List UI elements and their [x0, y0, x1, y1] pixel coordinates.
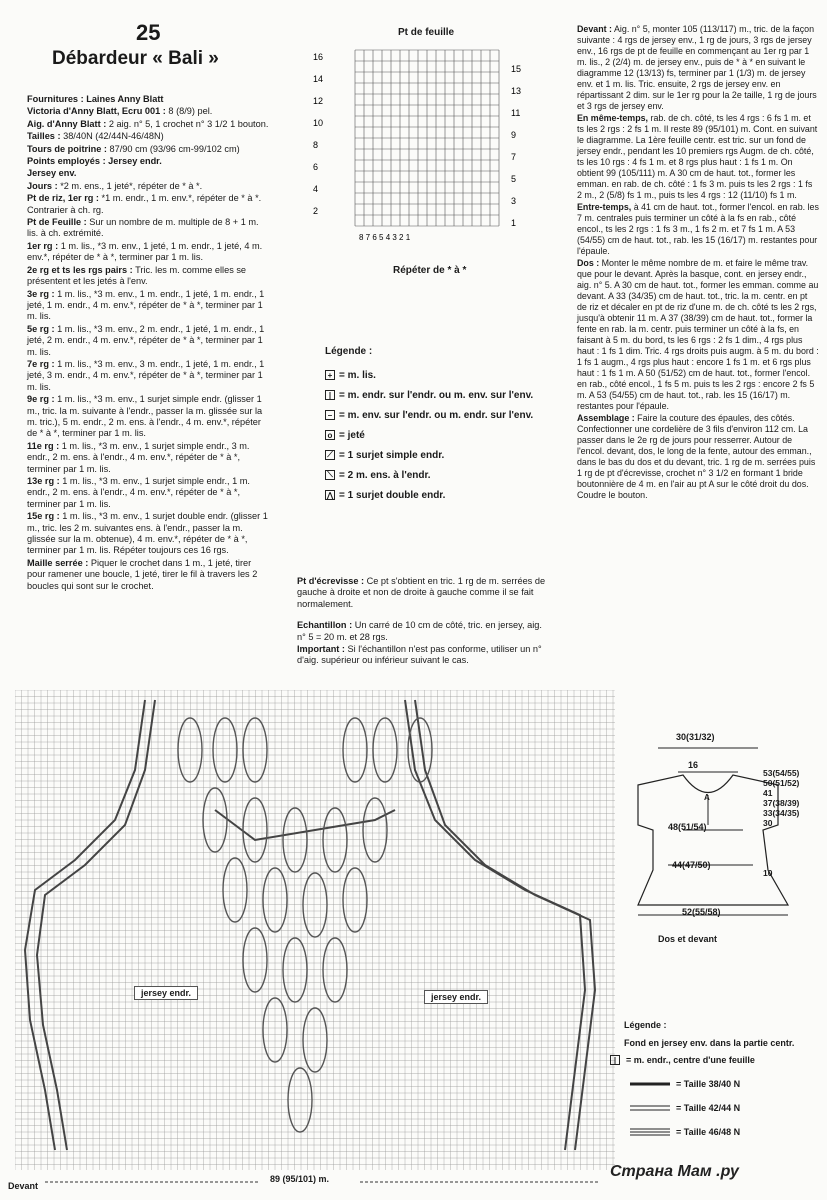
size2-line-icon: [630, 1104, 670, 1112]
chart-row-number: 14: [313, 74, 324, 84]
chart-legend-item1: = m. endr., centre d'une feuille: [626, 1055, 755, 1065]
instruction-paragraph: [27, 181, 272, 192]
leaf-motif: [303, 873, 327, 937]
pattern-title: Débardeur « Bali »: [52, 48, 219, 69]
legend-text: = 2 m. ens. à l'endr.: [339, 469, 431, 481]
instruction-label: En même-temps,: [577, 113, 649, 123]
instruction-paragraph: [27, 94, 272, 105]
legend-row: [325, 365, 533, 385]
instruction-paragraph: [27, 511, 272, 557]
instruction-paragraph: [27, 144, 272, 155]
instruction-text: 1 m. lis., *3 m. env., 1 surjet simple endr. (glisser 1 m., tric. la m. suivante à l'endr., passer la m. glissée sur la m. tric.), 5 m. endr., 2 m. ens. à l'endr., 4 m. env.*, répéter de * à *, terminer par 1 m. lis.: [27, 394, 263, 439]
size2-label: = Taille 42/44 N: [676, 1103, 741, 1113]
legend-symbol-icon: o: [325, 430, 335, 440]
legend-row: [325, 485, 533, 505]
front-chart-grid: [15, 690, 615, 1170]
instruction-text: 87/90 cm (93/96 cm-99/102 cm): [106, 143, 240, 154]
important-label: Important :: [297, 644, 345, 655]
instruction-text: *1 m. endr., 1 m. env.*, répéter de * à *. Contrarier à ch. rg.: [27, 193, 262, 215]
legend-row: [325, 445, 533, 465]
leaf-motif: [223, 858, 247, 922]
instruction-label: 2e rg et ts les rgs pairs :: [27, 264, 133, 275]
echantillon-text: Un carré de 10 cm de côté, tric. en jersey, aig. n° 5 = 20 m. et 28 rgs.: [297, 620, 542, 642]
legend-symbol-icon: +: [325, 370, 335, 380]
legend-symbol-icon: ⟋: [325, 450, 335, 460]
instruction-label: 11e rg :: [27, 440, 60, 451]
instruction-text: 8 (8/9) pel.: [165, 106, 213, 117]
chart-width-label: 89 (95/101) m.: [270, 1174, 330, 1184]
legend-text: = 1 surjet double endr.: [339, 489, 446, 501]
size-outline-line: [25, 700, 145, 1150]
leaf-motif: [303, 1008, 327, 1072]
instruction-paragraph: [27, 119, 272, 130]
chart-legend-fond: Fond en jersey env. dans la partie centr.: [624, 1038, 795, 1048]
instruction-paragraph: [27, 289, 272, 323]
chart-row-number: 12: [313, 96, 324, 106]
sch-height-label: 33(34/35): [763, 808, 800, 818]
size1-label: = Taille 38/40 N: [676, 1079, 741, 1089]
instruction-paragraph: [577, 413, 819, 501]
instruction-paragraph: [577, 24, 819, 112]
sch-point-a: A: [704, 793, 710, 802]
instruction-label: Jours :: [27, 180, 58, 191]
instruction-paragraph: [27, 193, 272, 216]
chart-stitch-numbers: 8 7 6 5 4 3 2 1: [359, 233, 411, 242]
crevisse-label: Pt d'écrevisse :: [297, 576, 365, 586]
legend-text: = m. env. sur l'endr. ou m. endr. sur l'env.: [339, 409, 534, 421]
instruction-paragraph: [27, 265, 272, 288]
sch-bottom: 52(55/58): [682, 907, 721, 917]
pattern-number: 25: [136, 20, 161, 45]
chart-row-number: 8: [313, 140, 319, 150]
instruction-text: 1 m. lis., *3 m. env., 2 m. endr., 1 jeté, 1 m. endr., 1 jeté, 2 m. endr., 4 m. env.*, répéter de * à *, terminer par 1 m. lis.: [27, 323, 265, 357]
sch-height-label: 30: [763, 818, 773, 828]
sch-neck-width: 16: [688, 760, 699, 770]
knit-center-symbol: |: [610, 1055, 620, 1065]
legend-text: = jeté: [339, 429, 365, 441]
sch-height-label: 41: [763, 788, 773, 798]
instruction-label: Aig. d'Anny Blatt :: [27, 118, 107, 129]
sch-heights: [763, 768, 799, 878]
size-outline-line: [37, 700, 155, 1150]
sch-waist: 44(47/50): [672, 860, 711, 870]
instruction-paragraph: [27, 441, 272, 475]
leaf-stitch-chart: [305, 40, 535, 270]
jersey-label-left: jersey endr.: [134, 986, 198, 1000]
instruction-label: Maille serrée :: [27, 557, 89, 568]
instruction-label: Points employés : Jersey endr.: [27, 156, 162, 167]
sch-height-label: 37(38/39): [763, 798, 800, 808]
left-column: [27, 94, 272, 593]
instruction-text: 1 m. lis., *3 m. env., 3 m. endr., 1 jeté, 1 m. endr., 1 jeté, 3 m. endr., 4 m. env.*, répéter de * à *, terminer par 1 m. lis.: [27, 358, 265, 392]
chart-row-number: 15: [511, 64, 522, 74]
legend-title: Légende :: [325, 346, 373, 357]
leaf-chart-title: Pt de feuille: [398, 27, 455, 38]
instruction-text: rab. de ch. côté, ts les 4 rgs : 6 fs 1 m. et ts les 2 rgs : 2 fs 1 m. Il reste 89 (95/101) m. Cont. en suivant le diagramme. La 1ère feuille centr. est tric. sur un fond de jersey endr., pendant les 10 premiers rgs Augm. de ch. côté, ts les 10 rgs : 4 fs 1 m. et 8 rgs plus haut : 1 fs 1 m. On obtient 99 (105/111) m. A 30 cm de haut. tot., former les emman. en rab. de ch. côté : 1 fs 3 m. puis ts les 2 rgs : 1 fs 2 m., 2 (5/8) fs 1 m., puis ts les 4 rgs : 12 (11/10) fs 1 m.: [577, 113, 818, 200]
instruction-label: Assemblage :: [577, 413, 635, 423]
chart-row-number: 16: [313, 52, 324, 62]
echantillon-label: Echantillon :: [297, 620, 353, 631]
instruction-label: Fournitures : Laines Anny Blatt: [27, 94, 164, 104]
leaf-motif: [283, 938, 307, 1002]
size3-label: = Taille 46/48 N: [676, 1127, 741, 1137]
legend-symbol-icon: –: [325, 410, 335, 420]
instruction-label: Victoria d'Anny Blatt, Ecru 001 :: [27, 106, 166, 117]
instruction-label: 1er rg :: [27, 240, 59, 251]
instruction-text: 1 m. lis., *3 m. env., 1 surjet double endr. (glisser 1 m., tric. les 2 m. suivantes ens. à l'endr., passer la m. glissée sur la m. obtenue), 4 m. env.*, répéter de * à *, terminer par 1 m. lis. Répéter toujours ces 16 rgs.: [27, 511, 268, 556]
chart-devant-label: Devant: [8, 1181, 39, 1191]
instruction-label: Dos :: [577, 258, 600, 268]
instruction-text: Sur un nombre de m. multiple de 8 + 1 m. lis. à ch. extrémité.: [27, 217, 259, 239]
instruction-paragraph: [27, 156, 272, 167]
repeat-caption: Répéter de * à *: [393, 265, 467, 276]
chart-row-number: 2: [313, 206, 319, 216]
sch-caption: Dos et devant: [658, 934, 718, 944]
instruction-text: 1 m. lis., *3 m. env., 1 jeté, 1 m. endr., 1 jeté, 4 m. env.*, répéter de * à *, terminer par 1 m. lis.: [27, 240, 263, 263]
instruction-label: Tours de poitrine :: [27, 143, 107, 154]
instruction-paragraph: [27, 106, 272, 117]
crevisse-text: Ce pt s'obtient en tric. 1 rg de m. serrées de gauche à droite et non de droite à gauche comme il se fait normalement.: [297, 576, 546, 609]
instruction-label: Jersey env.: [27, 168, 77, 179]
legend-text: = m. lis.: [339, 369, 376, 381]
chart-legend: [610, 1020, 794, 1144]
chart-row-number: 6: [313, 162, 319, 172]
instruction-paragraph: [27, 558, 272, 592]
sch-height-label: 53(54/55): [763, 768, 800, 778]
size-outline-line: [405, 700, 585, 1150]
leaf-motif: [178, 718, 202, 782]
instruction-label: 3e rg :: [27, 288, 55, 299]
leaf-motif: [283, 808, 307, 872]
legend-row: [325, 405, 533, 425]
instruction-paragraph: [27, 359, 272, 393]
instruction-label: Tailles :: [27, 131, 61, 142]
chart-row-number: 3: [511, 196, 517, 206]
instruction-label: Pt de riz, 1er rg :: [27, 193, 99, 204]
chart-row-number: 9: [511, 130, 517, 140]
instruction-text: 1 m. lis., *3 m. env., 1 m. endr., 1 jeté, 1 m. endr., 1 jeté, 1 m. endr., 4 m. env.*, répéter de * à *, terminer par 1 m. lis.: [27, 288, 265, 322]
sch-height-label: 10: [763, 868, 773, 878]
size-outline-line: [415, 700, 595, 1150]
instruction-text: Piquer le crochet dans 1 m., 1 jeté, tirer pour ramener une boucle, 1 jeté, tirer le fil à travers les 2 boucles qui sont sur le crochet.: [27, 557, 258, 591]
instruction-paragraph: [27, 324, 272, 358]
symbol-legend: [325, 346, 533, 505]
instruction-paragraph: [27, 394, 272, 440]
instruction-text: Faire la couture des épaules, des côtés. Confectionner une cordelière de 3 fils d'environ 112 cm. La passer dans le 2e rg de jours pour resserrer. Autour de l'encol. devant, dos, le long de la fente, autour des emman., dans le bas du dos et du devant, tric. 1 rg de m. serrées puis 1 rg de pt d'écrevisse, crochet n° 3 1/2 en formant 1 bride boutonnière de 4 m. en l'air au pt A sur le côté droit du dos. Coudre le bouton.: [577, 413, 816, 500]
jersey-label-right: jersey endr.: [424, 990, 488, 1004]
legend-symbol-icon: ⟍: [325, 470, 335, 480]
legend-text: = m. endr. sur l'endr. ou m. env. sur l'env.: [339, 389, 534, 401]
size1-line-icon: [630, 1080, 670, 1088]
chart-row-number: 13: [511, 86, 522, 96]
chart-legend-title: Légende :: [624, 1020, 667, 1030]
sch-top-width: 30(31/32): [676, 732, 715, 742]
instruction-label: 9e rg :: [27, 394, 55, 405]
legend-symbol-icon: ⋀: [326, 490, 334, 500]
middle-notes: [297, 576, 547, 668]
instruction-label: Entre-temps,: [577, 202, 632, 212]
instruction-text: Tric. les m. comme elles se présentent et les jetés à l'env.: [27, 264, 247, 287]
instruction-paragraph: [27, 168, 272, 179]
important-text: Si l'échantillon n'est pas conforme, utiliser un n° d'aig. supérieur ou inférieur suivant le cas.: [297, 644, 542, 666]
instruction-paragraph: [577, 113, 819, 201]
leaf-motif: [288, 1068, 312, 1132]
width-arrow: [45, 1177, 605, 1187]
watermark-logo: Страна Мам .ру: [610, 1163, 739, 1180]
legend-text: = 1 surjet simple endr.: [339, 449, 445, 461]
sch-chest: 48(51/54): [668, 822, 707, 832]
leaf-motif: [323, 938, 347, 1002]
instruction-text: Monter le même nombre de m. et faire le même trav. que pour le devant. Après la basque, cont. en jersey endr., aig. n° 5. A 30 cm de haut. tot., former les emman. comme au devant. A 33 (34/35) cm de haut. tot., tric. la m. centr. en pt de riz et décaler en pt de riz d'une m. de ch. côté ts les 2 rgs, jusqu'à obtenir 11 m. A 37 (38/39) cm de haut. tot., former la fente en rab. la m. centr. puis terminer un côté à la fs, en faisant à 5 m. du bord, ts les 6 rgs : 2 fs 1 dim., 4 rgs plus haut : 1 fs 1 dim. Tric. 4 rgs droits puis augm. à 5 m. du bord : 1 fs 1 augm., 4 rgs plus haut : encore 1 fs 1 m. et 6 rgs plus haut : 1 fs 1 m. A 50 (51/52) cm de haut. tot., former l'encol. en rab., côté encol., 1 fs 5 m. puis ts les 2 rgs : encore 2 fs 5 m. A 53 (54/55) cm de haut. tot., rab. les 15 (16/17) m. restantes pour l'épaule.: [577, 258, 819, 411]
leaf-motif: [373, 718, 397, 782]
chart-row-number: 10: [313, 118, 324, 128]
instruction-text: à 41 cm de haut. tot., former l'encol. en rab. les 7 m. centrales puis terminer un côté à la fs en rab., côté encol., ts les 2 rgs : 1 fs 3 m., 1 fs 2 m. et 7 fs 1 m. A 53 (54/55) cm de haut. tot., rab. les 15 (16/17) m. restantes pour l'épaule.: [577, 202, 819, 256]
instruction-paragraph: [27, 131, 272, 142]
instruction-label: 13e rg :: [27, 476, 60, 486]
chart-row-number: 4: [313, 184, 319, 194]
instruction-label: 5e rg :: [27, 323, 55, 334]
instruction-paragraph: [27, 476, 272, 510]
chart-row-number: 5: [511, 174, 517, 184]
leaf-motif: [243, 718, 267, 782]
legend-row: [325, 425, 533, 445]
chart-row-number: 7: [511, 152, 517, 162]
instruction-text: Aig. n° 5, monter 105 (113/117) m., tric. de la façon suivante : 4 rgs de jersey env., 1 rg de jours, 3 rgs de jersey env., 16 rgs de pt de feuille en commençant au 1er rg par 1 m. lis., 2 (2/4) m. de jersey env., puis de * à * en suivant le diagramme 12 (13/13) fs, terminer par 1 (1/3) m. de jersey env. et 1 m. lis. Tric. ensuite, 2 rgs de jersey env. en répartissant 2 dim. sur le 1er rg pour la 2e taille, 1 rg de jours et 3 rgs de jersey env.: [577, 24, 817, 111]
chart-row-number: 1: [511, 218, 517, 228]
instruction-label: 15e rg :: [27, 511, 60, 522]
instruction-text: 38/40N (42/44N-46/48N): [60, 131, 164, 142]
instruction-text: *2 m. ens., 1 jeté*, répéter de * à *.: [57, 180, 203, 191]
instruction-paragraph: [27, 217, 272, 240]
instruction-paragraph: [27, 241, 272, 264]
chart-row-number: 11: [511, 108, 521, 118]
instruction-label: Devant :: [577, 24, 613, 34]
legend-symbol-icon: |: [325, 390, 335, 400]
instruction-text: 1 m. lis., *3 m. env., 1 surjet simple endr., 1 m. endr., 2 m. ens. à l'endr., 4 m. env.*, répéter de * à *, terminer par 1 m. lis.: [27, 476, 250, 509]
instruction-text: 2 aig. n° 5, 1 crochet n° 3 1/2 1 bouton.: [106, 118, 269, 129]
legend-row: [325, 385, 533, 405]
instruction-text: 1 m. lis., *3 m. env., 1 surjet simple endr., 3 m. endr., 2 m. ens. à l'endr., 4 m. env.*, répéter de * à *, terminer par 1 m. lis.: [27, 440, 250, 474]
right-column: [577, 24, 819, 502]
instruction-paragraph: [577, 258, 819, 412]
leaf-motif: [323, 808, 347, 872]
legend-row: [325, 465, 533, 485]
instruction-label: 7e rg :: [27, 358, 55, 369]
sch-height-label: 50(51/52): [763, 778, 800, 788]
instruction-label: Pt de Feuille :: [27, 217, 87, 228]
size3-line-icon: [630, 1128, 670, 1136]
instruction-paragraph: [577, 202, 819, 257]
garment-schematic: [628, 730, 818, 945]
